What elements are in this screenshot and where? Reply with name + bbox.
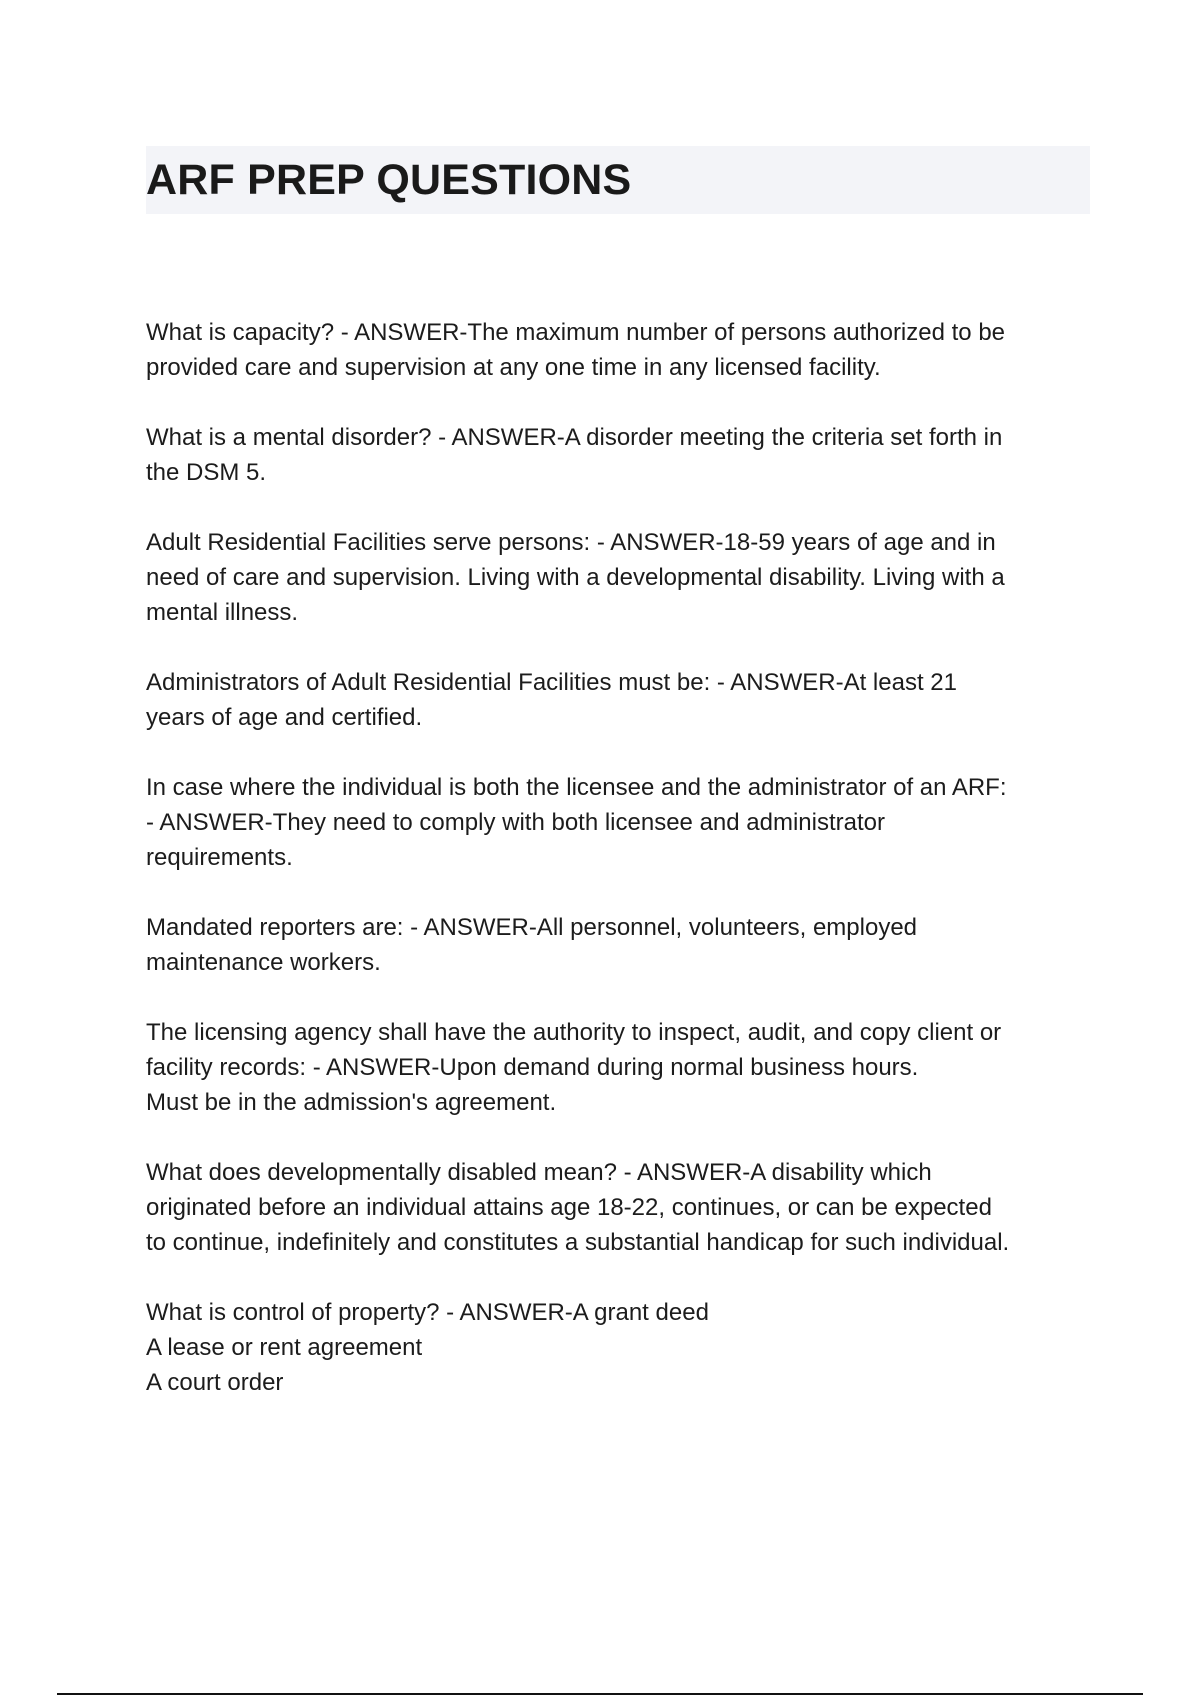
qa-item <box>146 1015 1096 1120</box>
qa-line: originated before an individual attains age 18-22, continues, or can be expected <box>146 1194 992 1221</box>
qa-line: What is control of property? - ANSWER-A grant deed <box>146 1299 709 1326</box>
qa-text <box>146 665 1096 735</box>
qa-line: mental illness. <box>146 599 299 626</box>
qa-line: provided care and supervision at any one time in any licensed facility. <box>146 354 881 381</box>
qa-item <box>146 770 1096 875</box>
qa-line: What is capacity? - ANSWER-The maximum number of persons authorized to be <box>146 319 1006 346</box>
qa-text <box>146 420 1096 490</box>
qa-text <box>146 315 1096 385</box>
qa-line: Mandated reporters are: - ANSWER-All personnel, volunteers, employed <box>146 914 918 941</box>
page-title: ARF PREP QUESTIONS <box>146 156 632 204</box>
qa-line: A lease or rent agreement <box>146 1334 423 1361</box>
footer-divider <box>57 1693 1143 1695</box>
qa-line: In case where the individual is both the licensee and the administrator of an ARF: <box>146 774 1007 801</box>
qa-item <box>146 1295 1096 1400</box>
qa-text <box>146 525 1096 630</box>
qa-line: A court order <box>146 1369 284 1396</box>
qa-line: Administrators of Adult Residential Facilities must be: - ANSWER-At least 21 <box>146 669 957 696</box>
qa-text <box>146 1155 1096 1260</box>
qa-item <box>146 525 1096 630</box>
qa-item <box>146 665 1096 735</box>
qa-item <box>146 910 1096 980</box>
qa-item <box>146 1155 1096 1260</box>
qa-text <box>146 770 1096 875</box>
qa-text <box>146 910 1096 980</box>
qa-line: need of care and supervision. Living with a developmental disability. Living with a <box>146 564 1005 591</box>
qa-line: The licensing agency shall have the authority to inspect, audit, and copy client or <box>146 1019 1002 1046</box>
qa-text <box>146 1015 1096 1120</box>
qa-line: Must be in the admission's agreement. <box>146 1089 557 1116</box>
qa-list <box>146 315 1096 1435</box>
qa-line: What is a mental disorder? - ANSWER-A disorder meeting the criteria set forth in <box>146 424 1003 451</box>
qa-line: years of age and certified. <box>146 704 423 731</box>
qa-line: What does developmentally disabled mean? - ANSWER-A disability which <box>146 1159 932 1186</box>
qa-line: the DSM 5. <box>146 459 267 486</box>
qa-text <box>146 1295 1096 1400</box>
qa-item <box>146 420 1096 490</box>
qa-line: requirements. <box>146 844 293 871</box>
qa-line: maintenance workers. <box>146 949 381 976</box>
title-banner <box>146 146 1090 214</box>
qa-line: - ANSWER-They need to comply with both licensee and administrator <box>146 809 885 836</box>
qa-line: to continue, indefinitely and constitutes a substantial handicap for such individual. <box>146 1229 1010 1256</box>
qa-line: Adult Residential Facilities serve persons: - ANSWER-18-59 years of age and in <box>146 529 996 556</box>
qa-line: facility records: - ANSWER-Upon demand during normal business hours. <box>146 1054 919 1081</box>
qa-item <box>146 315 1096 385</box>
